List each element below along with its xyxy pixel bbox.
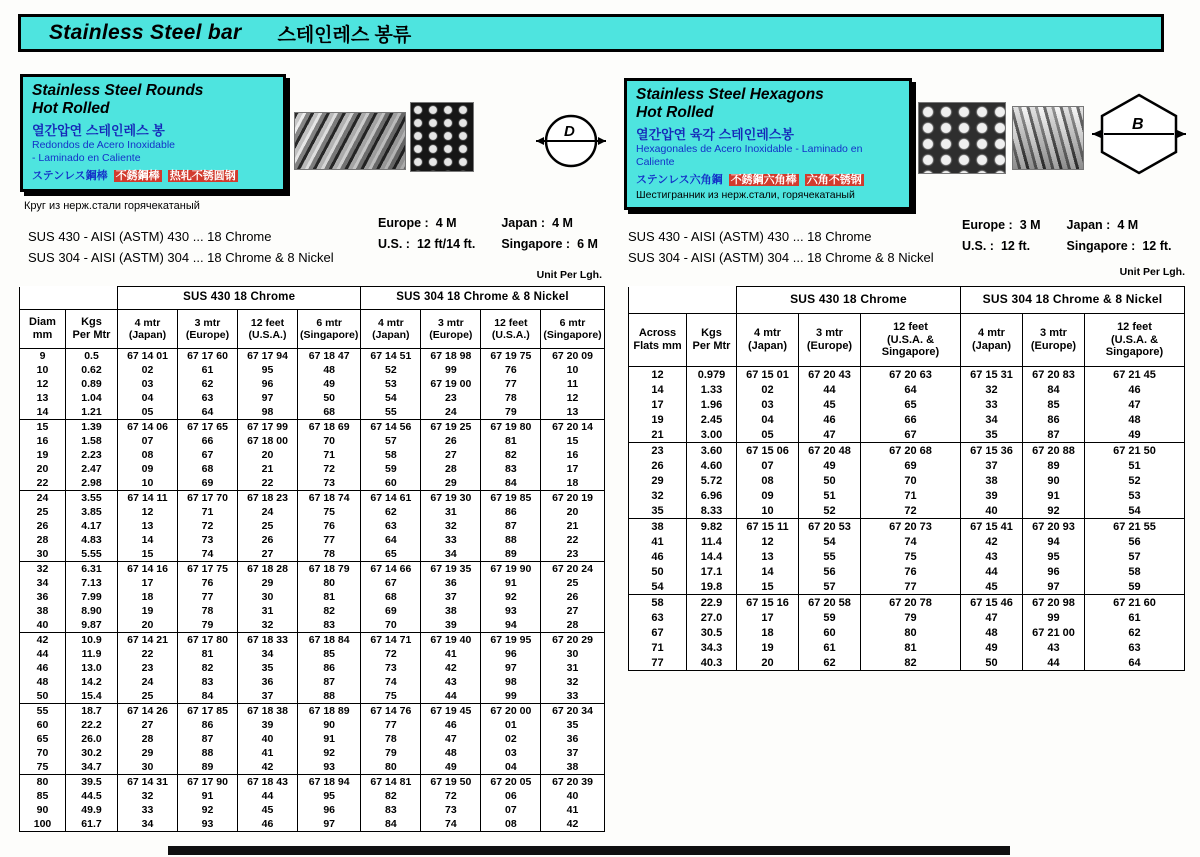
table-row: 46 13.0 23 82 35 86 73 42 97 31 [20, 661, 605, 675]
table-row: 71 34.3 19 61 81 49 43 63 [629, 640, 1185, 655]
table-row: 80 39.5 67 14 31 67 17 90 67 18 43 67 18 94 67 14 81 67 19 50 67 20 05 67 20 39 [20, 775, 605, 790]
table-row: 75 34.7 30 89 42 93 80 49 04 38 [20, 760, 605, 775]
material-spec: SUS 430 - AISI (ASTM) 430 ... 18 Chrome [28, 229, 272, 244]
table-row: 14 1.21 05 64 98 68 55 24 79 13 [20, 405, 605, 420]
table-row: 26 4.60 07 49 69 37 89 51 [629, 458, 1185, 473]
table-row: 100 61.7 34 93 46 97 84 74 08 42 [20, 817, 605, 832]
table-row: 63 27.0 17 59 79 47 99 61 [629, 610, 1185, 625]
across-flats-label: B [1132, 116, 1144, 133]
rounds-japanese-label: ステンレス鋼棒 [32, 169, 108, 182]
table-row: 32 6.96 09 51 71 39 91 53 [629, 488, 1185, 503]
table-row: 13 1.04 04 63 97 50 54 23 78 12 [20, 391, 605, 405]
table-row: 12 0.89 03 62 96 49 53 67 19 00 77 11 [20, 377, 605, 391]
hexagons-subtitle: Hot Rolled [636, 103, 714, 121]
table-row: 54 19.8 15 57 77 45 97 59 [629, 579, 1185, 595]
table-row: 19 2.45 04 46 66 34 86 48 [629, 412, 1185, 427]
hexagons-title: Stainless Steel Hexagons [636, 86, 824, 103]
table-row: 17 1.96 03 45 65 33 85 47 [629, 397, 1185, 412]
table-row: 34 7.13 17 76 29 80 67 36 91 25 [20, 576, 605, 590]
column-header-europe: 3 mtr (Europe) [421, 310, 481, 349]
column-header-japan: 4 mtr (Japan) [361, 310, 421, 349]
table-row: 36 7.99 18 77 30 81 68 37 92 26 [20, 590, 605, 604]
diameter-diagram [536, 110, 606, 170]
table-row: 23 3.60 67 15 06 67 20 48 67 20 68 67 15 36 67 20 88 67 21 50 [629, 443, 1185, 459]
group-header-sus304: SUS 304 18 Chrome & 8 Nickel [961, 287, 1185, 314]
column-header-japan: 4 mtr (Japan) [118, 310, 178, 349]
header-spacer [629, 287, 737, 314]
hex-bars-photo [1012, 106, 1084, 170]
table-row: 77 40.3 20 62 82 50 44 64 [629, 655, 1185, 671]
round-bars-photo [294, 112, 406, 170]
table-row: 22 2.98 10 69 22 73 60 29 84 18 [20, 476, 605, 491]
table-row: 15 1.39 67 14 06 67 17 65 67 17 99 67 18 69 67 14 56 67 19 25 67 19 80 67 20 14 [20, 420, 605, 435]
hexagons-unit-note: Unit Per Lgh. [1119, 266, 1185, 278]
page-title-banner [18, 14, 1164, 52]
length-spec: Europe : 3 M [962, 218, 1041, 232]
column-header-europe: 3 mtr (Europe) [799, 314, 861, 367]
table-row: 58 22.9 67 15 16 67 20 58 67 20 78 67 15 46 67 20 98 67 21 60 [629, 595, 1185, 611]
table-row: 32 6.31 67 14 16 67 17 75 67 18 28 67 18 79 67 14 66 67 19 35 67 19 90 67 20 24 [20, 562, 605, 577]
column-header-weight: Kgs Per Mtr [66, 310, 118, 349]
table-row: 29 5.72 08 50 70 38 90 52 [629, 473, 1185, 488]
length-spec: Singapore : 12 ft. [1066, 239, 1172, 253]
page-edge-mark [168, 846, 1010, 855]
rounds-info-box [20, 74, 286, 192]
rounds-korean-label: 열간압연 스테인레스 봉 [32, 122, 165, 138]
rounds-title: Stainless Steel Rounds [32, 82, 204, 99]
hexagons-info-box [624, 78, 912, 210]
column-header-usa-singapore: 12 feet (U.S.A. & Singapore) [1085, 314, 1185, 367]
table-row: 20 2.47 09 68 21 72 59 28 83 17 [20, 462, 605, 476]
length-spec: Japan : 4 M [1066, 218, 1139, 232]
header-spacer [20, 287, 118, 310]
hexagons-standard-lengths [962, 218, 1172, 253]
table-row: 48 14.2 24 83 36 87 74 43 98 32 [20, 675, 605, 689]
table-row: 41 11.4 12 54 74 42 94 56 [629, 534, 1185, 549]
table-row: 90 49.9 33 92 45 96 83 73 07 41 [20, 803, 605, 817]
across-flats-diagram [1092, 90, 1186, 178]
column-header-singapore: 6 mtr (Singapore) [541, 310, 604, 349]
table-row: 35 8.33 10 52 72 40 92 54 [629, 503, 1185, 519]
column-header-weight: Kgs Per Mtr [687, 314, 737, 367]
table-row: 55 18.7 67 14 26 67 17 85 67 18 38 67 18 89 67 14 76 67 19 45 67 20 00 67 20 34 [20, 704, 605, 719]
length-spec: Singapore : 6 M [501, 237, 598, 251]
table-row: 21 3.00 05 47 67 35 87 49 [629, 427, 1185, 443]
table-row: 38 8.90 19 78 31 82 69 38 93 27 [20, 604, 605, 618]
hexagons-price-table [628, 286, 1185, 671]
rounds-price-table [19, 286, 605, 832]
group-header-sus430: SUS 430 18 Chrome [118, 287, 361, 310]
column-header-europe: 3 mtr (Europe) [178, 310, 238, 349]
length-spec: U.S. : 12 ft/14 ft. [378, 237, 476, 251]
table-row: 67 30.5 18 60 80 48 67 21 00 62 [629, 625, 1185, 640]
rounds-standard-lengths [378, 216, 598, 251]
hexagons-korean-label: 열간압연 육각 스테인레스봉 [636, 126, 794, 142]
material-spec: SUS 430 - AISI (ASTM) 430 ... 18 Chrome [628, 229, 872, 244]
column-header-europe: 3 mtr (Europe) [1023, 314, 1085, 367]
table-row: 50 15.4 25 84 37 88 75 44 99 33 [20, 689, 605, 704]
table-row: 44 11.9 22 81 34 85 72 41 96 30 [20, 647, 605, 661]
table-row: 70 30.2 29 88 41 92 79 48 03 37 [20, 746, 605, 760]
material-spec: SUS 304 - AISI (ASTM) 304 ... 18 Chrome & 8 Nickel [28, 250, 334, 265]
table-row: 12 0.979 67 15 01 67 20 43 67 20 63 67 15 31 67 20 83 67 21 45 [629, 367, 1185, 383]
table-row: 9 0.5 67 14 01 67 17 60 67 17 94 67 18 47 67 14 51 67 18 98 67 19 75 67 20 09 [20, 349, 605, 364]
hexagons-cjk-label [636, 171, 900, 187]
table-row: 65 26.0 28 87 40 91 78 47 02 36 [20, 732, 605, 746]
length-spec: U.S. : 12 ft. [962, 239, 1031, 253]
bar-bundle-photo [918, 102, 1006, 174]
table-row: 25 3.85 12 71 24 75 62 31 86 20 [20, 505, 605, 519]
rounds-chinese-simp-label: 热轧不锈圆钢 [169, 169, 236, 182]
column-header-usa-singapore: 12 feet (U.S.A. & Singapore) [861, 314, 961, 367]
rounds-chinese-trad-label: 不銹鋼棒 [115, 169, 160, 182]
rounds-materials [28, 226, 334, 268]
table-row: 19 2.23 08 67 20 71 58 27 82 16 [20, 448, 605, 462]
rounds-subtitle: Hot Rolled [32, 99, 110, 117]
rounds-spanish-label-2: - Laminado en Caliente [32, 151, 141, 164]
hexagons-chinese-simp-label: 六角不锈钢 [806, 173, 862, 186]
column-header-singapore: 6 mtr (Singapore) [298, 310, 361, 349]
hexagons-materials [628, 226, 934, 268]
table-row: 28 4.83 14 73 26 77 64 33 88 22 [20, 533, 605, 547]
column-header-japan: 4 mtr (Japan) [737, 314, 799, 367]
table-row: 46 14.4 13 55 75 43 95 57 [629, 549, 1185, 564]
table-row: 26 4.17 13 72 25 76 63 32 87 21 [20, 519, 605, 533]
hexagons-russian-label: Шестигранник из нерж.стали, горячекатаный [636, 188, 855, 201]
table-row: 16 1.58 07 66 67 18 00 70 57 26 81 15 [20, 434, 605, 448]
page-title-korean: 스테인레스 봉류 [277, 24, 412, 46]
rounds-russian-label: Круг из нерж.стали горячекатаный [24, 200, 200, 212]
column-header-across-flats: Across Flats mm [629, 314, 687, 367]
rounds-unit-note: Unit Per Lgh. [536, 269, 602, 281]
hexagons-japanese-label: ステンレス六角鋼 [636, 173, 723, 186]
length-spec: Europe : 4 M [378, 216, 457, 230]
table-row: 50 17.1 14 56 76 44 96 58 [629, 564, 1185, 579]
hexagons-spanish-label: Hexagonales de Acero Inoxidable - Laminado en Caliente [636, 142, 863, 168]
round-bar-ends-photo [410, 102, 474, 172]
group-header-sus304: SUS 304 18 Chrome & 8 Nickel [361, 287, 604, 310]
column-header-usa: 12 feet (U.S.A.) [238, 310, 298, 349]
table-row: 30 5.55 15 74 27 78 65 34 89 23 [20, 547, 605, 562]
material-spec: SUS 304 - AISI (ASTM) 304 ... 18 Chrome & 8 Nickel [628, 250, 934, 265]
table-row: 24 3.55 67 14 11 67 17 70 67 18 23 67 18 74 67 14 61 67 19 30 67 19 85 67 20 19 [20, 491, 605, 506]
table-row: 10 0.62 02 61 95 48 52 99 76 10 [20, 363, 605, 377]
table-row: 40 9.87 20 79 32 83 70 39 94 28 [20, 618, 605, 633]
page-title: Stainless Steel bar [49, 21, 242, 44]
length-spec: Japan : 4 M [501, 216, 573, 230]
table-row: 14 1.33 02 44 64 32 84 46 [629, 382, 1185, 397]
column-header-japan: 4 mtr (Japan) [961, 314, 1023, 367]
diameter-label: D [564, 123, 575, 140]
column-header-diameter: Diam mm [20, 310, 66, 349]
hexagons-chinese-trad-label: 不銹鋼六角棒 [730, 173, 797, 186]
rounds-spanish-label-1: Redondos de Acero Inoxidable [32, 138, 176, 151]
table-row: 85 44.5 32 91 44 95 82 72 06 40 [20, 789, 605, 803]
table-row: 42 10.9 67 14 21 67 17 80 67 18 33 67 18 84 67 14 71 67 19 40 67 19 95 67 20 29 [20, 633, 605, 648]
column-header-usa: 12 feet (U.S.A.) [481, 310, 541, 349]
table-row: 60 22.2 27 86 39 90 77 46 01 35 [20, 718, 605, 732]
rounds-cjk-label [32, 167, 274, 183]
group-header-sus430: SUS 430 18 Chrome [737, 287, 961, 314]
table-row: 38 9.82 67 15 11 67 20 53 67 20 73 67 15 41 67 20 93 67 21 55 [629, 519, 1185, 535]
